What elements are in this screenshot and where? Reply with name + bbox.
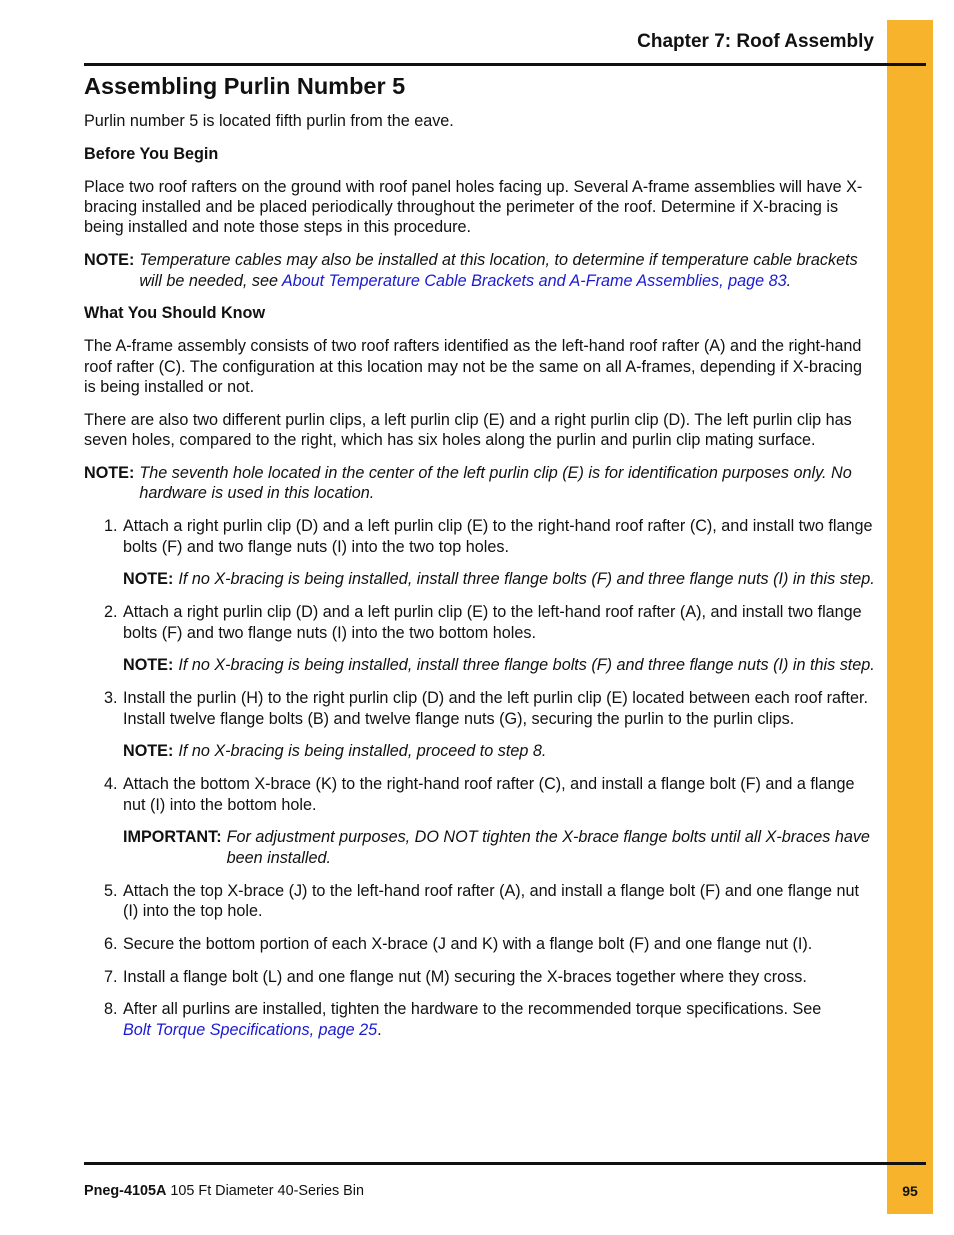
header-rule: [84, 63, 926, 66]
page-number: 95: [902, 1183, 918, 1199]
footer-document-info: [84, 1183, 364, 1199]
document-id: Pneg-4105A: [84, 1183, 167, 1199]
intro-paragraph: Purlin number 5 is located fifth purlin from the eave.: [84, 112, 454, 130]
step-3-note: NOTE: If no X-bracing is being installed, proceed to step 8.: [123, 742, 547, 761]
temperature-cable-brackets-link[interactable]: About Temperature Cable Brackets and A-Frame Assemblies, page 83: [281, 271, 787, 290]
know-heading: What You Should Know: [84, 304, 266, 323]
document-title: 105 Ft Diameter 40-Series Bin: [170, 1183, 364, 1199]
know-paragraph-2: There are also two different purlin clips, a left purlin clip (E) and a right purlin clip (D). The left purlin clip has seven holes, compared to the right, which has six holes along the purlin and purlin clip mating surface.: [84, 410, 852, 450]
step-item: 4. Attach the bottom X-brace (K) to the right-hand roof rafter (C), and install a flange bolt (F) and a flange nut (I) into the bottom hole.: [104, 775, 855, 814]
chapter-side-tab: [887, 20, 933, 1214]
step-1-note: NOTE: If no X-bracing is being installed, install three flange bolts (F) and three flange nuts (I) in this step.: [123, 570, 875, 589]
step-item: 8. After all purlins are installed, tighten the hardware to the recommended torque specifications. See Bolt Torque Specifications, page 25.: [104, 1000, 822, 1039]
page-content: [84, 71, 876, 1053]
step-item: 1. Attach a right purlin clip (D) and a left purlin clip (E) to the right-hand roof rafter (C), and install two flange bolts (F) and two flange nuts (I) into the two top holes.: [104, 517, 873, 556]
note-temperature-cables: [84, 250, 876, 291]
before-heading: Before You Begin: [84, 144, 219, 163]
bolt-torque-specifications-link[interactable]: Bolt Torque Specifications, page 25: [123, 1020, 378, 1039]
before-paragraph: Place two roof rafters on the ground with roof panel holes facing up. Several A-frame assemblies will have X-bracing installed and be placed periodically throughout the perimeter of the roof. Determine if X-bracing is being installed and note those steps in this procedure.: [84, 177, 863, 237]
step-4-important: IMPORTANT: For adjustment purposes, DO NOT tighten the X-brace flange bolts until all X-braces have been installed.: [123, 828, 870, 867]
step-item: 3. Install the purlin (H) to the right purlin clip (D) and the left purlin clip (E) located between each roof rafter. Install twelve flange bolts (B) and twelve flange nuts (G), securing the purlin to the purlin clips.: [104, 689, 868, 728]
step-item: 5. Attach the top X-brace (J) to the left-hand roof rafter (A), and install a flange bolt (F) and one flange nut (I) into the top hole.: [104, 881, 860, 921]
note-text: The seventh hole located in the center of the left purlin clip (E) is for identification purposes only. No hardware is used in this location.: [139, 464, 852, 503]
step-item: 6. Secure the bottom portion of each X-brace (J and K) with a flange bolt (F) and one flange nut (I).: [104, 934, 813, 953]
section-title: Assembling Purlin Number 5: [84, 73, 406, 99]
step-item: 7. Install a flange bolt (L) and one flange nut (M) securing the X-braces together where they cross.: [104, 967, 807, 986]
note-label: NOTE:: [84, 251, 135, 270]
note-seventh-hole: [84, 463, 876, 504]
chapter-title: Chapter 7: Roof Assembly: [637, 31, 874, 52]
note-label: NOTE:: [84, 464, 135, 483]
step-2-note: NOTE: If no X-bracing is being installed, install three flange bolts (F) and three flange nuts (I) in this step.: [123, 656, 875, 675]
step-item: 2. Attach a right purlin clip (D) and a left purlin clip (E) to the left-hand roof rafter (A), and install two flange bolts (F) and two flange nuts (I) into the two bottom holes.: [104, 603, 862, 642]
note-text: Temperature cables may also be installed at this location, to determine if temperature cable brackets will be needed, see About Temperature Cable Brackets and A-Frame Assemblies, page 83.: [139, 251, 858, 290]
assembly-steps: [84, 516, 876, 1040]
know-paragraph-1: The A-frame assembly consists of two roof rafters identified as the left-hand roof rafter (A) and the right-hand roof rafter (C). The configuration at this location may not be the same on all A-frames, depending if X-bracing is being installed or not.: [84, 337, 863, 397]
footer-rule: [84, 1162, 926, 1165]
